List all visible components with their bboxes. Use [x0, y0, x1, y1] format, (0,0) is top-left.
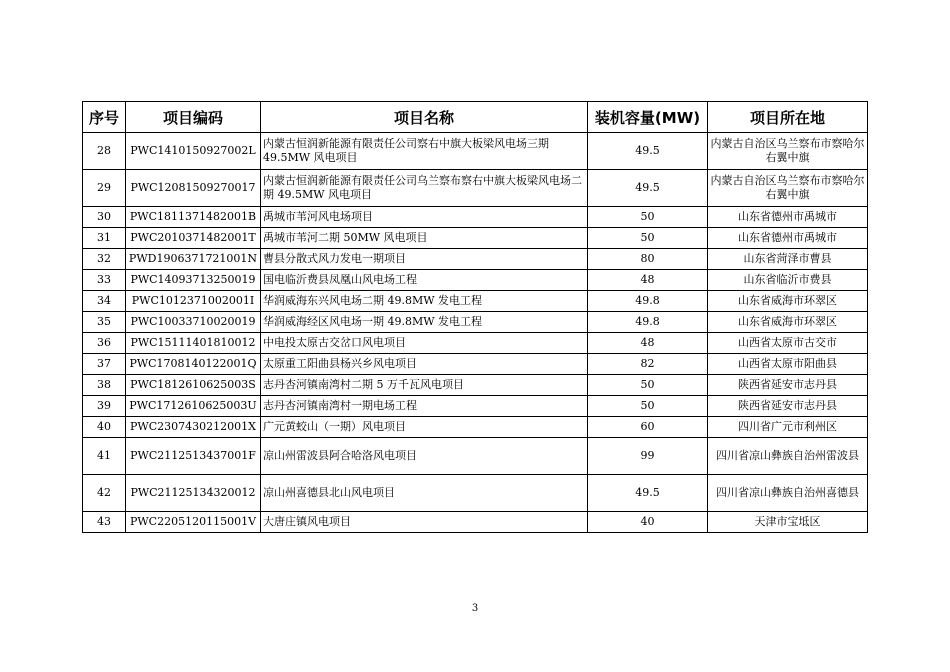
table-row [83, 270, 868, 291]
cell-location: 四川省凉山彝族自治州雷波县 [708, 438, 868, 475]
cell-project-name: 志丹杏河镇南湾村二期 5 万千瓦风电项目 [261, 375, 588, 396]
cell-project-code: PWC1012371002001I [126, 291, 261, 312]
cell-project-code: PWC1410150927002L [126, 133, 261, 170]
cell-project-name: 太原重工阳曲县杨兴乡风电项目 [261, 354, 588, 375]
cell-serial-no: 32 [83, 249, 126, 270]
table-row [83, 291, 868, 312]
cell-project-code: PWC2205120115001V [126, 512, 261, 533]
header-serial-no: 序号 [83, 102, 126, 133]
header-capacity: 装机容量(MW) [588, 102, 708, 133]
cell-location: 山东省菏泽市曹县 [708, 249, 868, 270]
cell-location: 山东省德州市禹城市 [708, 228, 868, 249]
cell-project-name: 大唐庄镇风电项目 [261, 512, 588, 533]
cell-serial-no: 30 [83, 207, 126, 228]
cell-serial-no: 40 [83, 417, 126, 438]
cell-project-code: PWD1906371721001N [126, 249, 261, 270]
cell-project-name: 凉山州雷波县阿合哈洛风电项目 [261, 438, 588, 475]
header-location: 项目所在地 [708, 102, 868, 133]
cell-serial-no: 31 [83, 228, 126, 249]
cell-serial-no: 37 [83, 354, 126, 375]
cell-capacity: 50 [588, 375, 708, 396]
table-row [83, 354, 868, 375]
cell-capacity: 50 [588, 396, 708, 417]
cell-project-code: PWC2010371482001T [126, 228, 261, 249]
cell-location: 内蒙古自治区乌兰察布市察哈尔右翼中旗 [708, 170, 868, 207]
cell-capacity: 99 [588, 438, 708, 475]
cell-capacity: 49.8 [588, 312, 708, 333]
cell-project-code: PWC2307430212001X [126, 417, 261, 438]
cell-serial-no: 41 [83, 438, 126, 475]
cell-project-name: 国电临沂费县凤凰山风电场工程 [261, 270, 588, 291]
table-row [83, 133, 868, 170]
cell-project-name: 志丹杏河镇南湾村一期电场工程 [261, 396, 588, 417]
cell-location: 四川省广元市利州区 [708, 417, 868, 438]
table-row [83, 170, 868, 207]
cell-capacity: 49.5 [588, 170, 708, 207]
cell-capacity: 82 [588, 354, 708, 375]
cell-project-code: PWC1708140122001Q [126, 354, 261, 375]
table-row [83, 475, 868, 512]
cell-project-code: PWC10033710020019 [126, 312, 261, 333]
cell-project-name: 中电投太原古交岔口风电项目 [261, 333, 588, 354]
cell-capacity: 50 [588, 228, 708, 249]
table-row [83, 417, 868, 438]
table-row [83, 333, 868, 354]
cell-project-name: 曹县分散式风力发电一期项目 [261, 249, 588, 270]
cell-location: 陕西省延安市志丹县 [708, 396, 868, 417]
cell-serial-no: 34 [83, 291, 126, 312]
cell-location: 陕西省延安市志丹县 [708, 375, 868, 396]
cell-project-name: 内蒙古恒润新能源有限责任公司察右中旗大板梁风电场三期49.5MW 风电项目 [261, 133, 588, 170]
cell-serial-no: 33 [83, 270, 126, 291]
cell-serial-no: 42 [83, 475, 126, 512]
cell-location: 山西省太原市古交市 [708, 333, 868, 354]
cell-location: 四川省凉山彝族自治州喜德县 [708, 475, 868, 512]
cell-capacity: 80 [588, 249, 708, 270]
cell-location: 山西省太原市阳曲县 [708, 354, 868, 375]
table-row [83, 396, 868, 417]
header-project-code: 项目编码 [126, 102, 261, 133]
table-row [83, 228, 868, 249]
cell-project-code: PWC14093713250019 [126, 270, 261, 291]
cell-project-name: 华润威海经区风电场一期 49.8MW 发电工程 [261, 312, 588, 333]
cell-location: 天津市宝坻区 [708, 512, 868, 533]
cell-capacity: 49.8 [588, 291, 708, 312]
cell-serial-no: 36 [83, 333, 126, 354]
cell-serial-no: 38 [83, 375, 126, 396]
cell-capacity: 50 [588, 207, 708, 228]
cell-serial-no: 35 [83, 312, 126, 333]
cell-project-code: PWC12081509270017 [126, 170, 261, 207]
cell-project-code: PWC1812610625003S [126, 375, 261, 396]
cell-capacity: 40 [588, 512, 708, 533]
cell-capacity: 49.5 [588, 133, 708, 170]
table-row [83, 207, 868, 228]
table-header-row [83, 102, 868, 133]
cell-capacity: 48 [588, 270, 708, 291]
table-row [83, 438, 868, 475]
cell-serial-no: 39 [83, 396, 126, 417]
cell-project-name: 禹城市苇河二期 50MW 风电项目 [261, 228, 588, 249]
cell-capacity: 48 [588, 333, 708, 354]
cell-project-code: PWC2112513437001F [126, 438, 261, 475]
cell-project-name: 凉山州喜德县北山风电项目 [261, 475, 588, 512]
cell-location: 山东省临沂市费县 [708, 270, 868, 291]
cell-serial-no: 43 [83, 512, 126, 533]
cell-location: 山东省威海市环翠区 [708, 312, 868, 333]
project-table [82, 101, 868, 533]
cell-location: 山东省德州市禹城市 [708, 207, 868, 228]
cell-serial-no: 28 [83, 133, 126, 170]
cell-capacity: 49.5 [588, 475, 708, 512]
table-row [83, 512, 868, 533]
page-number: 3 [471, 603, 479, 614]
cell-project-code: PWC1811371482001B [126, 207, 261, 228]
cell-capacity: 60 [588, 417, 708, 438]
cell-project-code: PWC1712610625003U [126, 396, 261, 417]
table-row [83, 249, 868, 270]
cell-project-name: 华润威海东兴风电场二期 49.8MW 发电工程 [261, 291, 588, 312]
cell-project-name: 内蒙古恒润新能源有限责任公司乌兰察布察右中旗大板梁风电场二期 49.5MW 风电项目 [261, 170, 588, 207]
cell-project-name: 广元黄蛟山（一期）风电项目 [261, 417, 588, 438]
cell-project-code: PWC15111401810012 [126, 333, 261, 354]
cell-project-code: PWC21125134320012 [126, 475, 261, 512]
cell-project-name: 禹城市苇河风电场项目 [261, 207, 588, 228]
cell-location: 山东省威海市环翠区 [708, 291, 868, 312]
cell-serial-no: 29 [83, 170, 126, 207]
header-project-name: 项目名称 [261, 102, 588, 133]
cell-location: 内蒙古自治区乌兰察布市察哈尔右翼中旗 [708, 133, 868, 170]
table-row [83, 375, 868, 396]
table-row [83, 312, 868, 333]
